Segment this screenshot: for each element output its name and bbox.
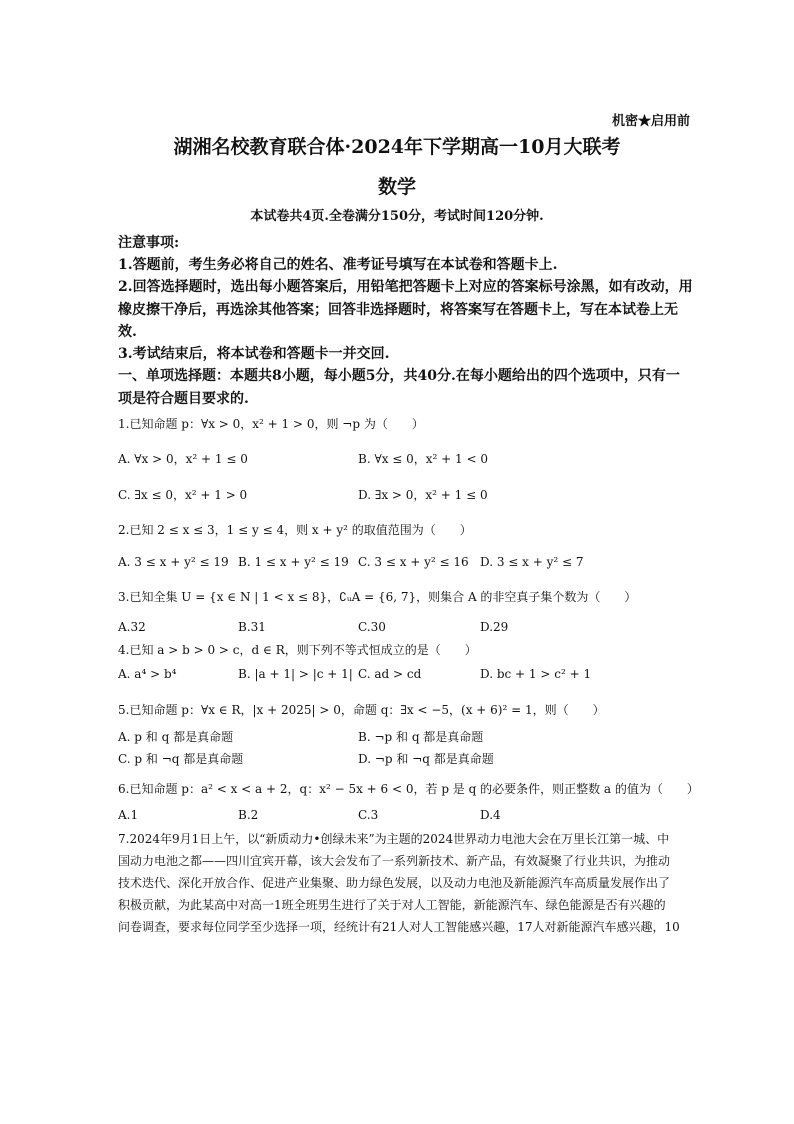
question-4-option-b: B. |a + 1| > |c + 1|	[238, 667, 353, 681]
question-4-stem: 4.已知 a > b > 0 > c，d ∈ R，则下列不等式恒成立的是（ ）	[118, 643, 477, 657]
notice-item-1: 1.答题前，考生务必将自己的姓名、准考证号填写在本试卷和答题卡上.	[118, 257, 558, 273]
subject-title: 数学	[377, 176, 416, 198]
exam-title: 湖湘名校教育联合体·2024年下学期高一10月大联考	[173, 136, 621, 158]
question-3-stem: 3.已知全集 U = {x ∈ N | 1 < x ≤ 8}，∁ᵤA = {6, 7}，则集合 A 的非空真子集个数为（ ）	[118, 590, 637, 604]
question-1-stem: 1.已知命题 p：∀x > 0，x² + 1 > 0，则 ¬p 为（ ）	[118, 417, 424, 431]
question-7-line-2: 国动力电池之都——四川宜宾开幕，该大会发布了一系列新技术、新产品，有效凝聚了行业共识，为推动	[118, 854, 671, 868]
question-6-stem: 6.已知命题 p：a² < x < a + 2，q：x² − 5x + 6 < 0，若 p 是 q 的必要条件，则正整数 a 的值为（ ）	[118, 782, 699, 796]
question-1-option-a: A. ∀x > 0，x² + 1 ≤ 0	[118, 452, 248, 466]
question-2-option-d: D. 3 ≤ x + y² ≤ 7	[480, 555, 584, 569]
exam-info: 本试卷共4页.全卷满分150分，考试时间120分钟.	[250, 209, 544, 224]
question-4-option-d: D. bc + 1 > c² + 1	[480, 667, 592, 681]
notice-heading: 注意事项:	[118, 235, 180, 251]
question-6-option-a: A.1	[118, 808, 139, 822]
question-5-stem: 5.已知命题 p：∀x ∈ R，|x + 2025| > 0，命题 q：∃x < −5，(x + 6)² = 1，则（ ）	[118, 703, 605, 717]
question-3-option-a: A.32	[118, 620, 146, 634]
question-1-option-d: D. ∃x > 0，x² + 1 ≤ 0	[358, 488, 488, 502]
question-6-option-b: B.2	[238, 808, 259, 822]
question-7-line-3: 技术迭代、深化开放合作、促进产业集聚、助力绿色发展，以及动力电池及新能源汽车高质量发展作出了	[118, 876, 671, 890]
question-5-option-b: B. ¬p 和 q 都是真命题	[358, 730, 484, 744]
question-4-option-a: A. a⁴ > b⁴	[118, 667, 177, 681]
notice-item-2-line-2: 橡皮擦干净后，再选涂其他答案；回答非选择题时，将答案写在答题卡上，写在本试卷上无	[118, 302, 678, 318]
question-3-option-b: B.31	[238, 620, 266, 634]
question-4-option-c: C. ad > cd	[358, 667, 422, 681]
question-7-line-5: 问卷调查，要求每位同学至少选择一项，经统计有21人对人工智能感兴趣，17人对新能源汽车感兴趣，10	[118, 920, 680, 934]
section-heading-line-2: 项是符合题目要求的.	[118, 391, 249, 407]
question-7-line-4: 积极贡献，为此某高中对高一1班全班男生进行了关于对人工智能，新能源汽车、绿色能源是否有兴趣的	[118, 898, 666, 912]
question-5-option-a: A. p 和 q 都是真命题	[118, 730, 234, 744]
question-2-option-b: B. 1 ≤ x + y² ≤ 19	[238, 555, 349, 569]
notice-item-3: 3.考试结束后，将本试卷和答题卡一并交回.	[118, 346, 390, 362]
question-5-option-d: D. ¬p 和 ¬q 都是真命题	[358, 752, 494, 766]
section-heading-line-1: 一、单项选择题：本题共8小题，每小题5分，共40分.在每小题给出的四个选项中，只有一	[118, 368, 680, 384]
question-2-stem: 2.已知 2 ≤ x ≤ 3，1 ≤ y ≤ 4，则 x + y² 的取值范围为（ ）	[118, 523, 472, 537]
question-6-option-d: D.4	[480, 808, 501, 822]
notice-item-2-line-1: 2.回答选择题时，选出每小题答案后，用铅笔把答题卡上对应的答案标号涂黑，如有改动，用	[118, 279, 693, 295]
question-2-option-c: C. 3 ≤ x + y² ≤ 16	[358, 555, 469, 569]
question-6-option-c: C.3	[358, 808, 379, 822]
question-5-option-c: C. p 和 ¬q 都是真命题	[118, 752, 244, 766]
question-2-option-a: A. 3 ≤ x + y² ≤ 19	[118, 555, 229, 569]
question-3-option-c: C.30	[358, 620, 386, 634]
question-3-option-d: D.29	[480, 620, 509, 634]
question-1-option-c: C. ∃x ≤ 0，x² + 1 > 0	[118, 488, 248, 502]
confidential-label: 机密★启用前	[612, 114, 691, 129]
notice-item-2-line-3: 效.	[118, 324, 137, 340]
question-1-option-b: B. ∀x ≤ 0，x² + 1 < 0	[358, 452, 488, 466]
question-7-line-1: 7.2024年9月1日上午，以“新质动力•创绿未来”为主题的2024世界动力电池大会在万里长江第一城、中	[118, 832, 670, 846]
